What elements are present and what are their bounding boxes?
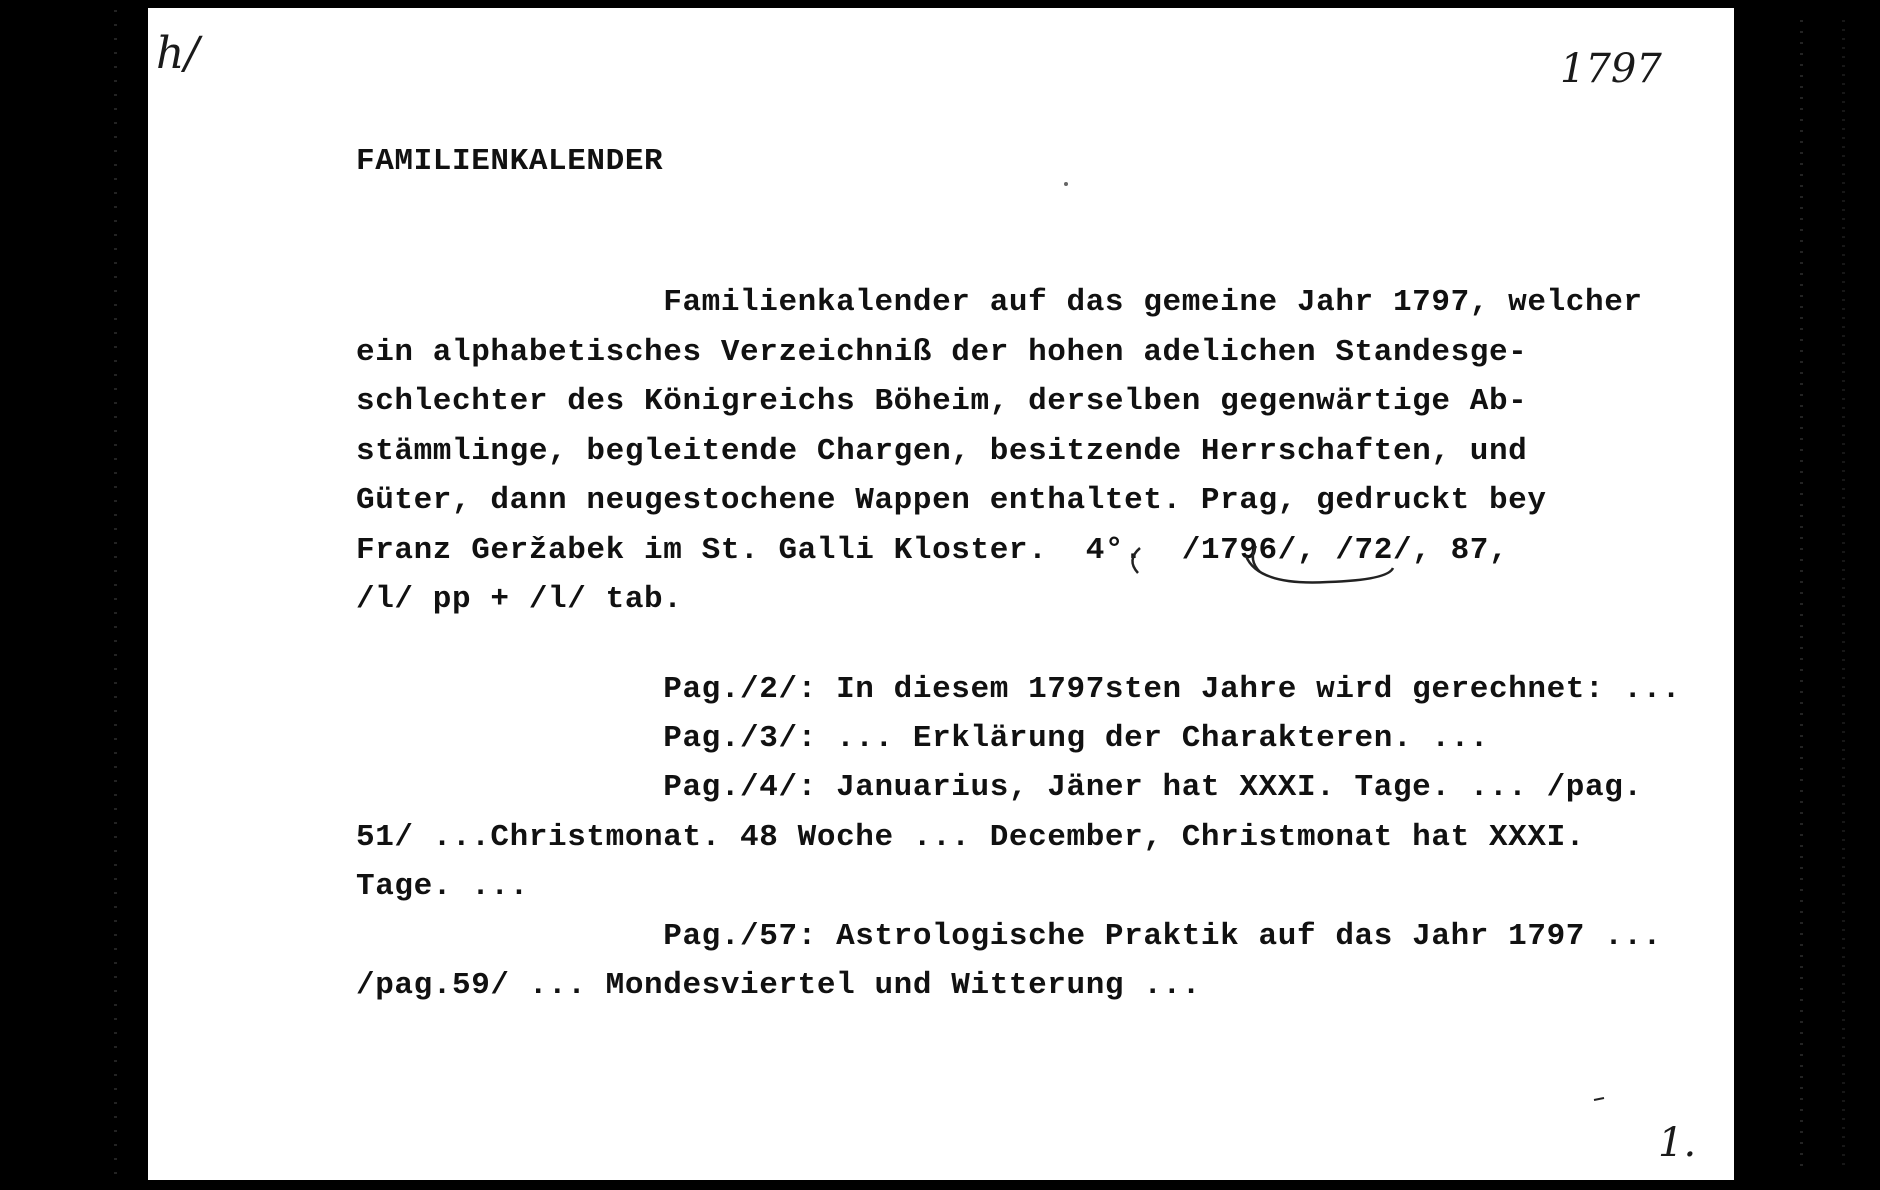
scan-speck (1064, 182, 1068, 186)
pag-line-6: Pag./57: Astrologische Praktik auf das Jahr 1797 ... (356, 919, 1662, 954)
body-line-6: Franz Geržabek im St. Galli Kloster. 4°. /1796/, /72/, 87, (356, 533, 1509, 568)
body-line-7: /l/ pp + /l/ tab. (356, 582, 683, 617)
pag-line-1: Pag./2/: In diesem 1797sten Jahre wird gerechnet: ... (356, 672, 1682, 707)
pag-line-5: Tage. ... (356, 869, 529, 904)
pag-line-3: Pag./4/: Januarius, Jäner hat XXXI. Tage. ... /pag. (356, 770, 1643, 805)
bottom-dash-mark (1594, 1098, 1604, 1100)
corner-handwritten-mark: h/ (156, 28, 200, 79)
pag-line-7: /pag.59/ ... Mondesviertel und Witterung ... (356, 968, 1201, 1003)
body-line-4: stämmlinge, begleitende Chargen, besitzende Herrschaften, und (356, 434, 1528, 469)
pag-line-4: 51/ ...Christmonat. 48 Woche ... December, Christmonat hat XXXI. (356, 820, 1585, 855)
year-handwritten-mark: 1797 (1560, 46, 1662, 92)
scanner-edge-right (1800, 20, 1803, 1170)
pag-line-2: Pag./3/: ... Erklärung der Charakteren. ... (356, 721, 1489, 756)
body-line-5: Güter, dann neugestochene Wappen enthaltet. Prag, gedruckt bey (356, 483, 1547, 518)
card-heading: FAMILIENKALENDER (356, 144, 664, 179)
catalog-card (148, 8, 1734, 1180)
body-line-2: ein alphabetisches Verzeichniß der hohen adelichen Standesge- (356, 335, 1528, 370)
page-number-handwritten: 1. (1658, 1120, 1697, 1166)
scanner-edge-right-outer (1842, 20, 1845, 1170)
body-line-3: schlechter des Königreichs Böheim, derselben gegenwärtige Ab- (356, 384, 1528, 419)
body-line-1: Familienkalender auf das gemeine Jahr 1797, welcher (356, 285, 1643, 320)
scanner-edge-left (114, 10, 117, 1180)
